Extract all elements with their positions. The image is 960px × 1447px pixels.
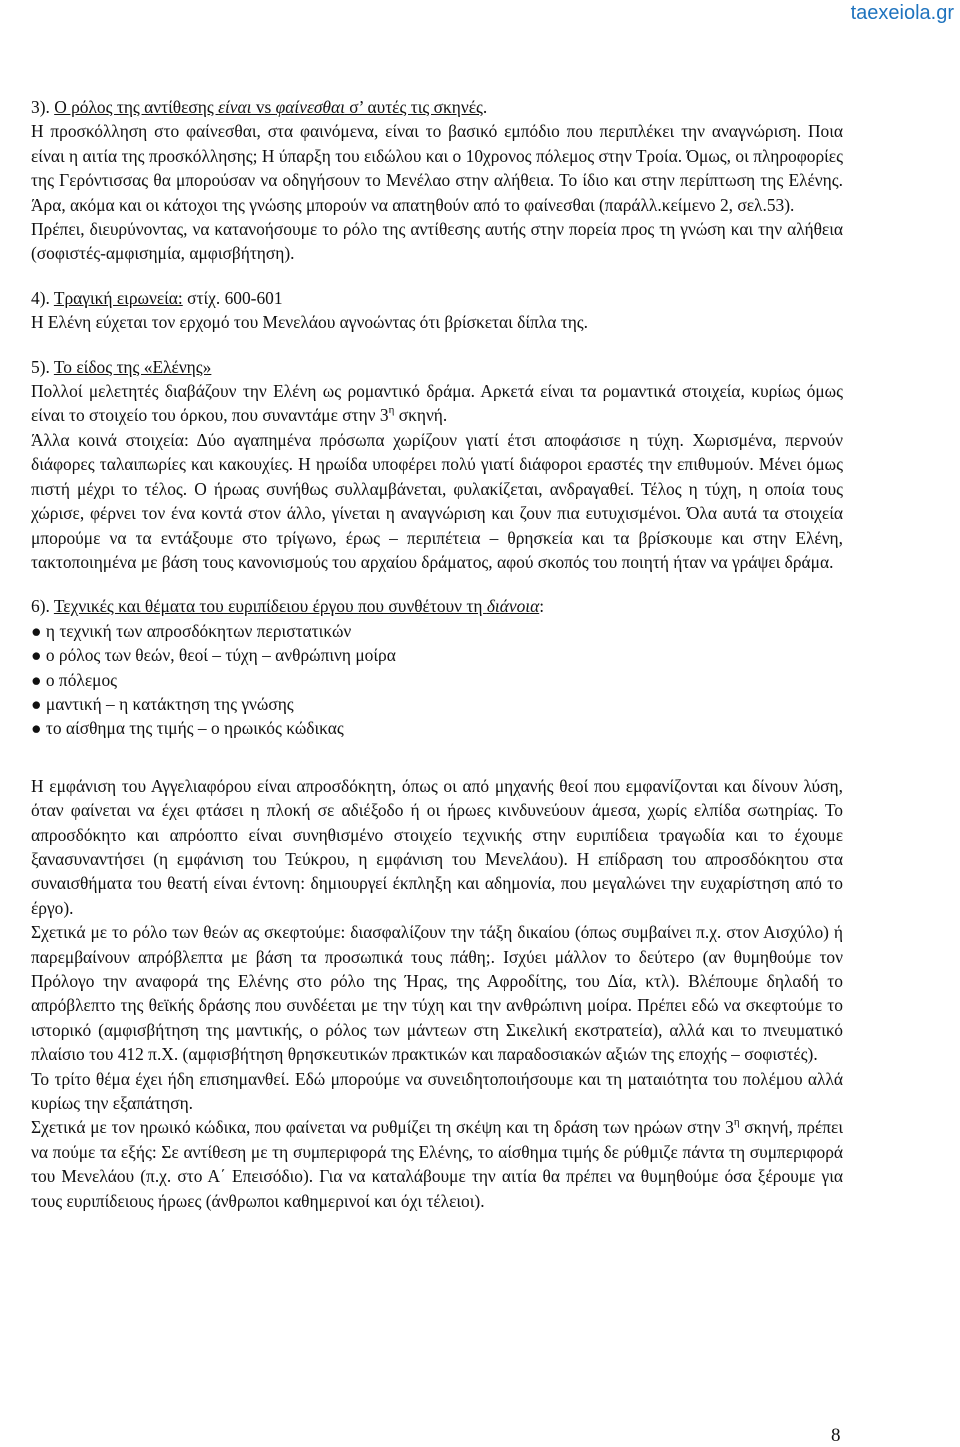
section-3-paragraph-2: Πρέπει, διευρύνοντας, να κατανοήσουμε το ρόλο της αντίθεσης αυτής στην πορεία προς τη γνώση και την αλήθεια (σοφιστές-αμφισημία, αμφισβήτηση). bbox=[31, 219, 843, 264]
bullet-icon: ● bbox=[31, 620, 42, 641]
paragraph-gods: Σχετικά με το ρόλο των θεών ας σκεφτούμε: διασφαλίζουν την τάξη δικαίου (όπως συμβαίνει π.χ. στον Αισχύλο) ή παρεμβαίνουν απρόβλεπτα με βάση τα προσωπικά τους πάθη;. Ισχύει μάλλον το δεύτερο (αν θυμηθούμε τον Πρόλογο την αναφορά της Ελένης στο ρόλο της Ήρας, της Αφροδίτης, του Δία, κτλ). Βλέπουμε δηλαδή το απρόβλεπτο της θεϊκής δράσης που συνδέεται με την τύχη και την ανθρώπινη μοίρα. Πρέπει εδώ να σκεφτούμε το ιστορικό (αμφισβήτηση της μαντικής, ο ρόλος των μάντεων στη Σικελική εκστρατεία), αλλά και το πνευματικό πλαίσιο του 412 π.Χ. (αμφισβήτηση θρησκευτικών πρακτικών και παραδοσιακών αξιών της εποχής – σοφιστές). bbox=[31, 922, 843, 1065]
bullet-icon: ● bbox=[31, 645, 42, 666]
section-5-paragraph-a: Πολλοί μελετητές διαβάζουν την Ελένη ως ρομαντικό δράμα. Αρκετά είναι τα ρομαντικά στοιχεία, κυρίως όμως είναι το στοιχείο του όρκου, που συναντάμε στην $3^\eta$ σκηνή. bbox=[31, 381, 843, 426]
document-body bbox=[31, 95, 843, 1213]
paragraph-war: Το τρίτο θέμα έχει ήδη επισημανθεί. Εδώ μπορούμε να συνειδητοποιήσουμε και τη ματαιότητα του πολέμου αλλά κυρίως την εξαπάτηση. bbox=[31, 1068, 843, 1114]
paragraph-heroic-code: Σχετικά με τον ηρωικό κώδικα, που φαίνεται να ρυθμίζει τη σκέψη και τη δράση των ηρώων στην $3^\eta$ σκηνή, πρέπει να πούμε τα εξής: Σε αντίθεση με τη συμπεριφορά της Ελένης, το αίσθημα τιμής δε ρύθμιζε πάντα τη συμπεριφορά του Μενελάου (π.χ. στο Α΄ Επεισόδιο). Για να καταλάβουμε την αιτία θα πρέπει να θυμηθούμε όσα ξέρουμε για τους ευριπίδειους ήρωες (άνθρωποι καθημερινοί και όχι τέλειοι). bbox=[31, 1116, 843, 1211]
paragraph-messenger: Η εμφάνιση του Αγγελιαφόρου είναι απροσδόκητη, όπως οι από μηχανής θεοί που εμφανίζονται και δίνουν λύση, όταν φαίνεται να έχει φτάσει η πλοκή σε αδιέξοδο ή οι ήρωες κινδυνεύουν άμεσα, χωρίς ελπίδα σωτηρίας. Το απροσδόκητο και απρόοπτο είναι συνηθισμένο στοιχείο τεχνικής στην ευριπίδεια τραγωδία και το έχουμε ξανασυναντήσει (η εμφάνιση του Τεύκρου, η εμφάνιση του Μενελάου). Η επίδραση του απροσδόκητου στα συναισθήματα του θεατή είναι έντονη: δημιουργεί έκπληξη και αδημονία, που μεγαλώνει την ευχαρίστηση από το έργο). bbox=[31, 775, 843, 918]
section-5-heading: 5). Το είδος της «Ελένης» bbox=[31, 356, 212, 377]
section-4-heading: 4). Τραγική ειρωνεία: στίχ. 600-601 bbox=[31, 287, 283, 308]
watermark-link[interactable]: taexeiola.gr bbox=[850, 2, 954, 24]
section-6-heading: 6). Τεχνικές και θέματα του ευριπίδειου έργου που συνθέτουν τη διάνοια: bbox=[31, 596, 545, 617]
page-number: 8 bbox=[831, 1425, 841, 1446]
bullet-item: ● ο πόλεμος bbox=[31, 669, 118, 690]
bullet-icon: ● bbox=[31, 718, 42, 739]
bullet-icon: ● bbox=[31, 669, 42, 690]
bullet-item: ● το αίσθημα της τιμής – ο ηρωικός κώδικας bbox=[31, 718, 344, 739]
bullet-item: ● μαντική – η κατάκτηση της γνώσης bbox=[31, 693, 294, 714]
section-5-paragraph-b: Άλλα κοινά στοιχεία: Δύο αγαπημένα πρόσωπα χωρίζουν γιατί έτσι αποφάσισε η τύχη. Χωρισμένα, περνούν διάφορες ταλαιπωρίες και κακουχίες. Η ηρωίδα υποφέρει πολύ γιατί διάφοροι εραστές την επιθυμούν. Μένει όμως πιστή μέχρι το τέλος. Ο ήρωας συνήθως συλλαμβάνεται, φυλακίζεται, ανδραγαθεί. Τέλος η τύχη, η οποία τους χώρισε, φέρνει τον ένα κοντά στον άλλο, γίνεται η αναγνώριση και ζουν πια ευτυχισμένοι. Όλα αυτά τα στοιχεία μπορούμε να τα εντάξουμε στο τρίγωνο, έρως – περιπέτεια – θρησκεία και τα βρίσκουμε και στην Ελένη, τακτοποιημένα με βάση τους κανονισμούς του αρχαίου δράματος, αφού σκοπός του ποιητή ήταν να γράψει δράμα. bbox=[31, 429, 843, 572]
section-3-heading: 3). Ο ρόλος της αντίθεσης είναι vs φαίνεσθαι σ’ αυτές τις σκηνές. bbox=[31, 97, 488, 117]
bullet-item: ● η τεχνική των απροσδόκητων περιστατικών bbox=[31, 620, 352, 641]
section-4-paragraph: Η Ελένη εύχεται τον ερχομό του Μενελάου αγνοώντας ότι βρίσκεται δίπλα της. bbox=[31, 312, 589, 333]
section-3-paragraph: Η προσκόλληση στο φαίνεσθαι, στα φαινόμενα, είναι το βασικό εμπόδιο που περιπλέκει την αναγνώριση. Ποια είναι η αιτία της προσκόλλησης; Η ύπαρξη του ειδώλου και ο 10χρονος πόλεμος στην Τροία. Όμως, οι πληροφορίες της Γερόντισσας θα μπορούσαν να οδηγήσουν το Μενέλαο στην αλήθεια. Το ίδιο και στην περίπτωση της Ελένης. Άρα, ακόμα και οι κάτοχοι της γνώσης μπορούν να απατηθούν από το φαίνεσθαι (παράλλ.κείμενο 2, σελ.53). bbox=[31, 121, 843, 215]
bullet-icon: ● bbox=[31, 693, 42, 714]
bullet-item: ● ο ρόλος των θεών, θεοί – τύχη – ανθρώπινη μοίρα bbox=[31, 645, 396, 666]
